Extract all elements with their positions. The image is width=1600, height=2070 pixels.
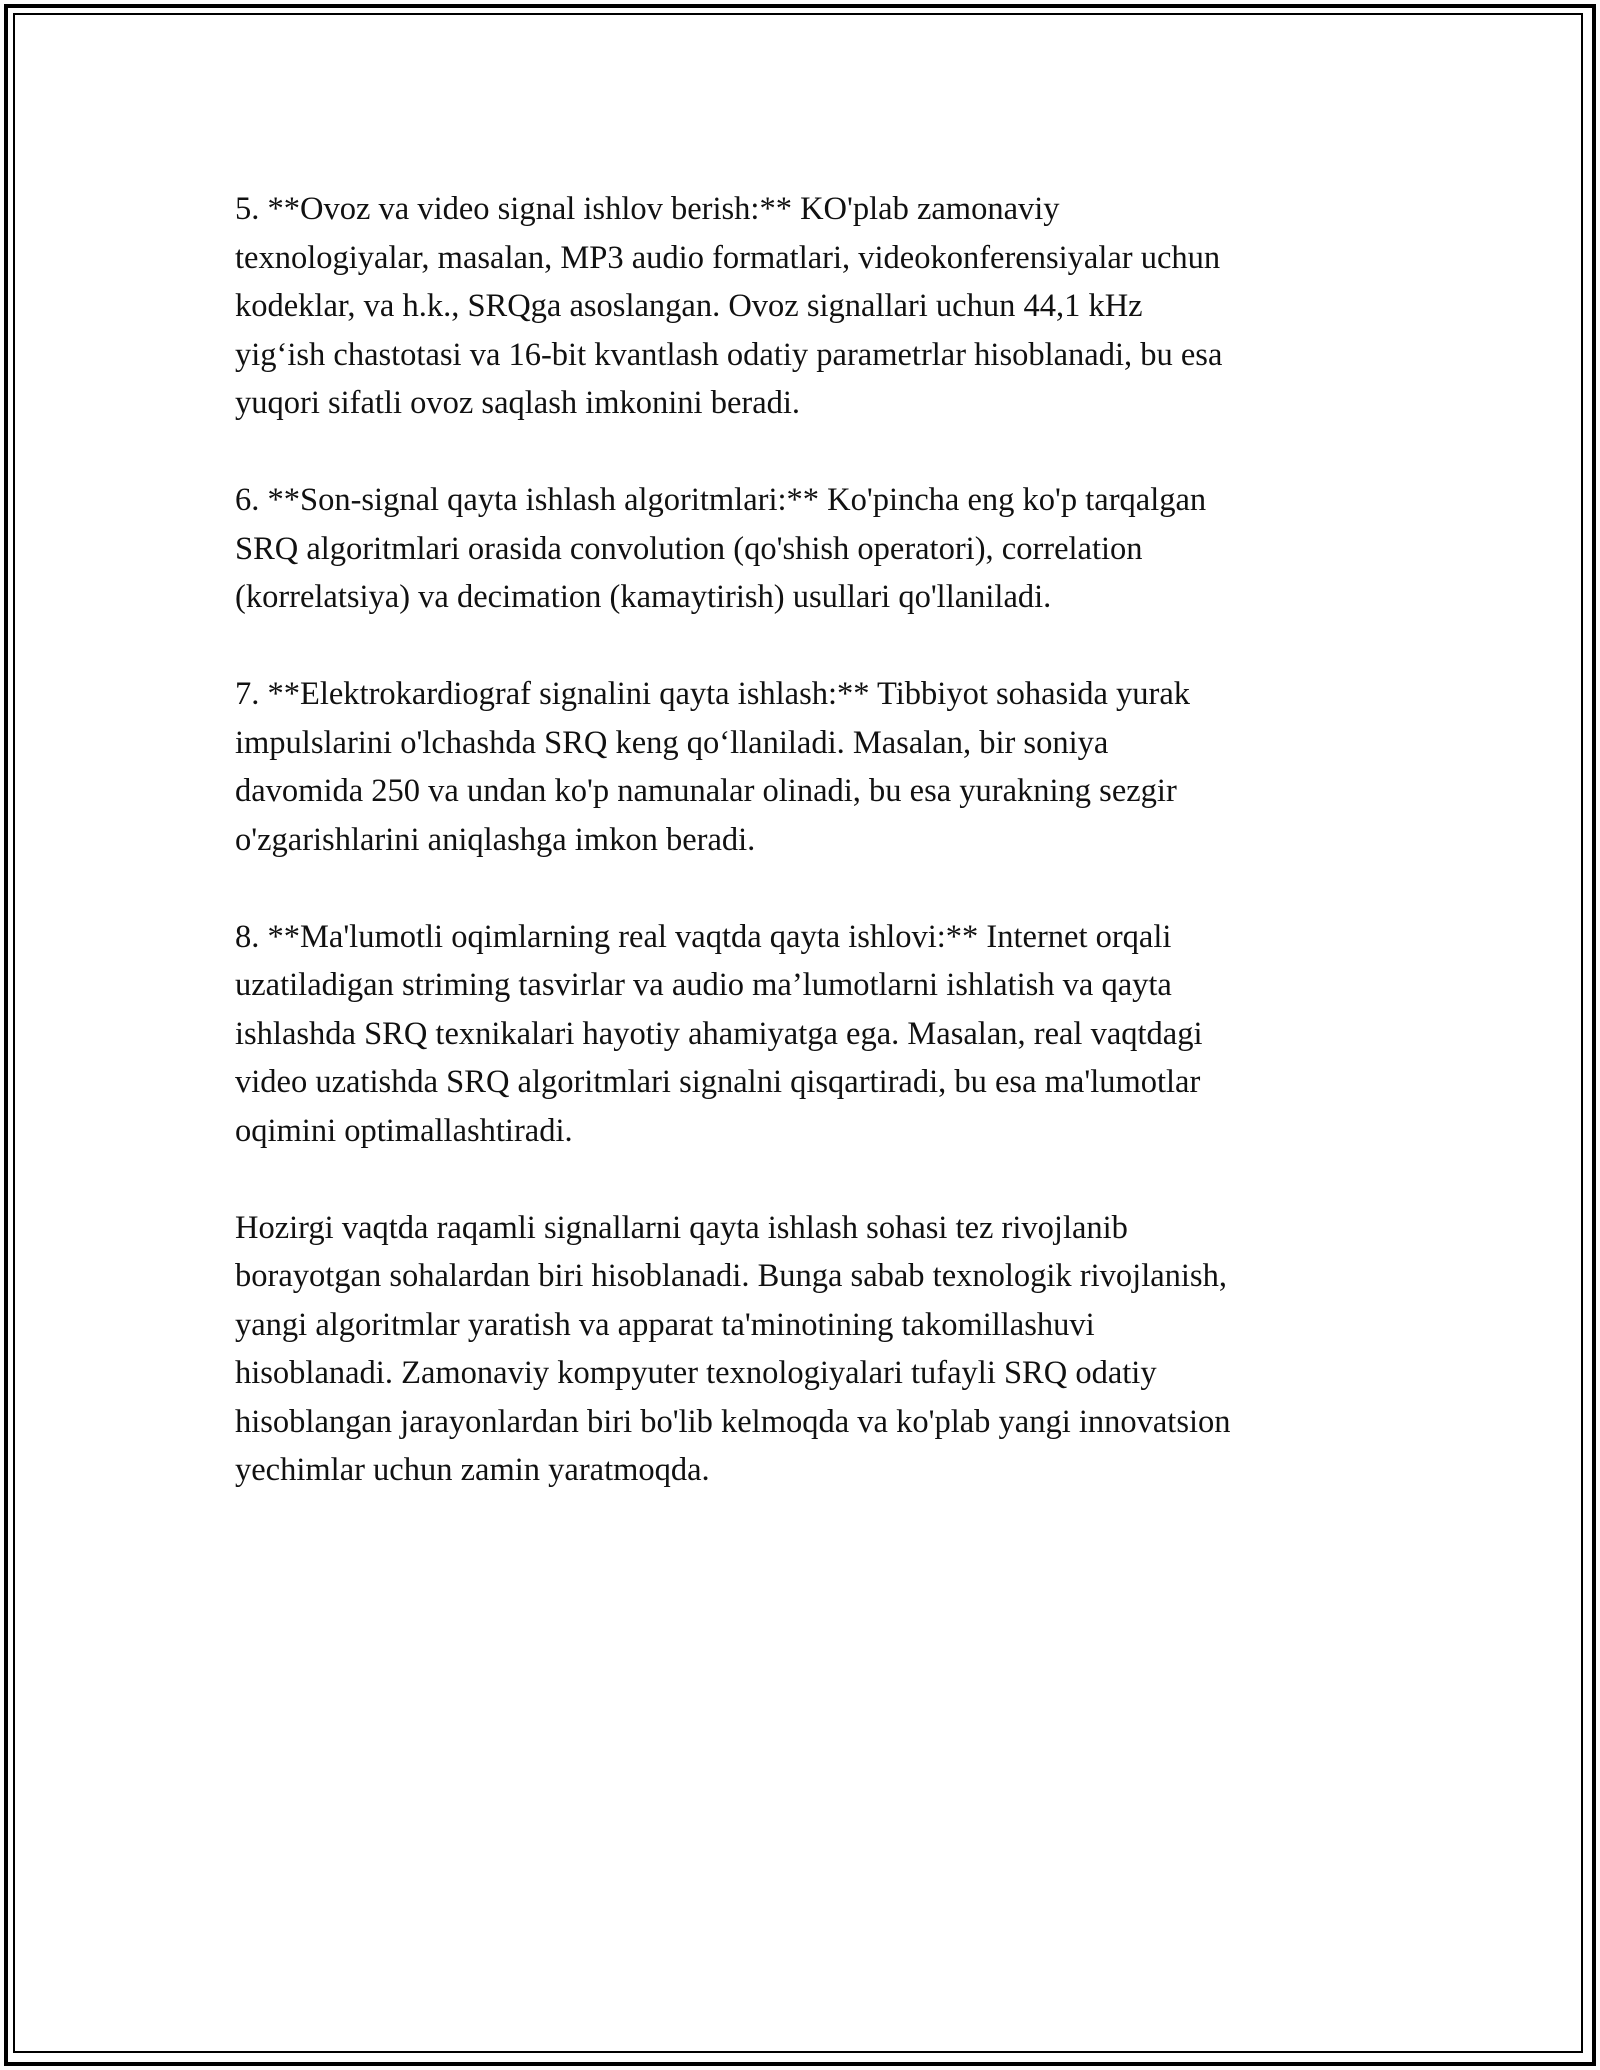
text-line: oqimini optimallashtiradi.: [235, 1112, 573, 1149]
text-line: impulslarini o'lchashda SRQ keng qo‘llaniladi. Masalan, bir soniya: [235, 724, 1109, 761]
text-line: 7. **Elektrokardiograf signalini qayta ishlash:** Tibbiyot sohasida yurak: [235, 676, 1191, 712]
paragraph-voice-video-processing: [235, 185, 1385, 428]
text-line: davomida 250 va undan ko'p namunalar olinadi, bu esa yurakning sezgir: [235, 773, 1177, 809]
text-line: yangi algoritmlar yaratish va apparat ta'minotining takomillashuvi: [235, 1306, 1095, 1343]
text-line: kodeklar, va h.k., SRQga asoslangan. Ovoz signallari uchun 44,1 kHz: [235, 288, 1143, 324]
paragraph-conclusion: [235, 1204, 1385, 1495]
text-line: borayotgan sohalardan biri hisoblanadi. Bunga sabab texnologik rivojlanish,: [235, 1258, 1227, 1294]
text-line: SRQ algoritmlari orasida convolution (qo'shish operatori), correlation: [235, 530, 1143, 567]
text-line: ishlashda SRQ texnikalari hayotiy ahamiyatga ega. Masalan, real vaqtdagi: [235, 1015, 1203, 1052]
text-line: yuqori sifatli ovoz saqlash imkonini beradi.: [235, 385, 801, 421]
paragraph-ecg-processing: [235, 670, 1385, 864]
paragraph-realtime-streams: [235, 913, 1385, 1156]
text-line: texnologiyalar, masalan, MP3 audio formatlari, videokonferensiyalar uchun: [235, 239, 1221, 276]
text-line: yig‘ish chastotasi va 16-bit kvantlash odatiy parametrlar hisoblanadi, bu esa: [235, 336, 1223, 373]
text-line: o'zgarishlarini aniqlashga imkon beradi.: [235, 821, 756, 858]
text-line: video uzatishda SRQ algoritmlari signalni qisqartiradi, bu esa ma'lumotlar: [235, 1064, 1201, 1100]
text-line: 8. **Ma'lumotli oqimlarning real vaqtda qayta ishlovi:** Internet orqali: [235, 918, 1172, 955]
text-line: 6. **Son-signal qayta ishlash algoritmlari:** Ko'pincha eng ko'p tarqalgan: [235, 482, 1207, 518]
text-line: hisoblanadi. Zamonaviy kompyuter texnologiyalari tufayli SRQ odatiy: [235, 1355, 1157, 1391]
text-line: (korrelatsiya) va decimation (kamaytirish) usullari qo'llaniladi.: [235, 579, 1052, 615]
text-line: 5. **Ovoz va video signal ishlov berish:** KO'plab zamonaviy: [235, 191, 1060, 227]
text-line: hisoblangan jarayonlardan biri bo'lib kelmoqda va ko'plab yangi innovatsion: [235, 1403, 1231, 1440]
text-line: Hozirgi vaqtda raqamli signallarni qayta ishlash sohasi tez rivojlanib: [235, 1209, 1128, 1246]
text-line: yechimlar uchun zamin yaratmoqda.: [235, 1452, 710, 1488]
document-body: [235, 185, 1385, 1543]
text-line: uzatiladigan striming tasvirlar va audio ma’lumotlarni ishlatish va qayta: [235, 967, 1172, 1003]
paragraph-signal-algorithms: [235, 476, 1385, 622]
